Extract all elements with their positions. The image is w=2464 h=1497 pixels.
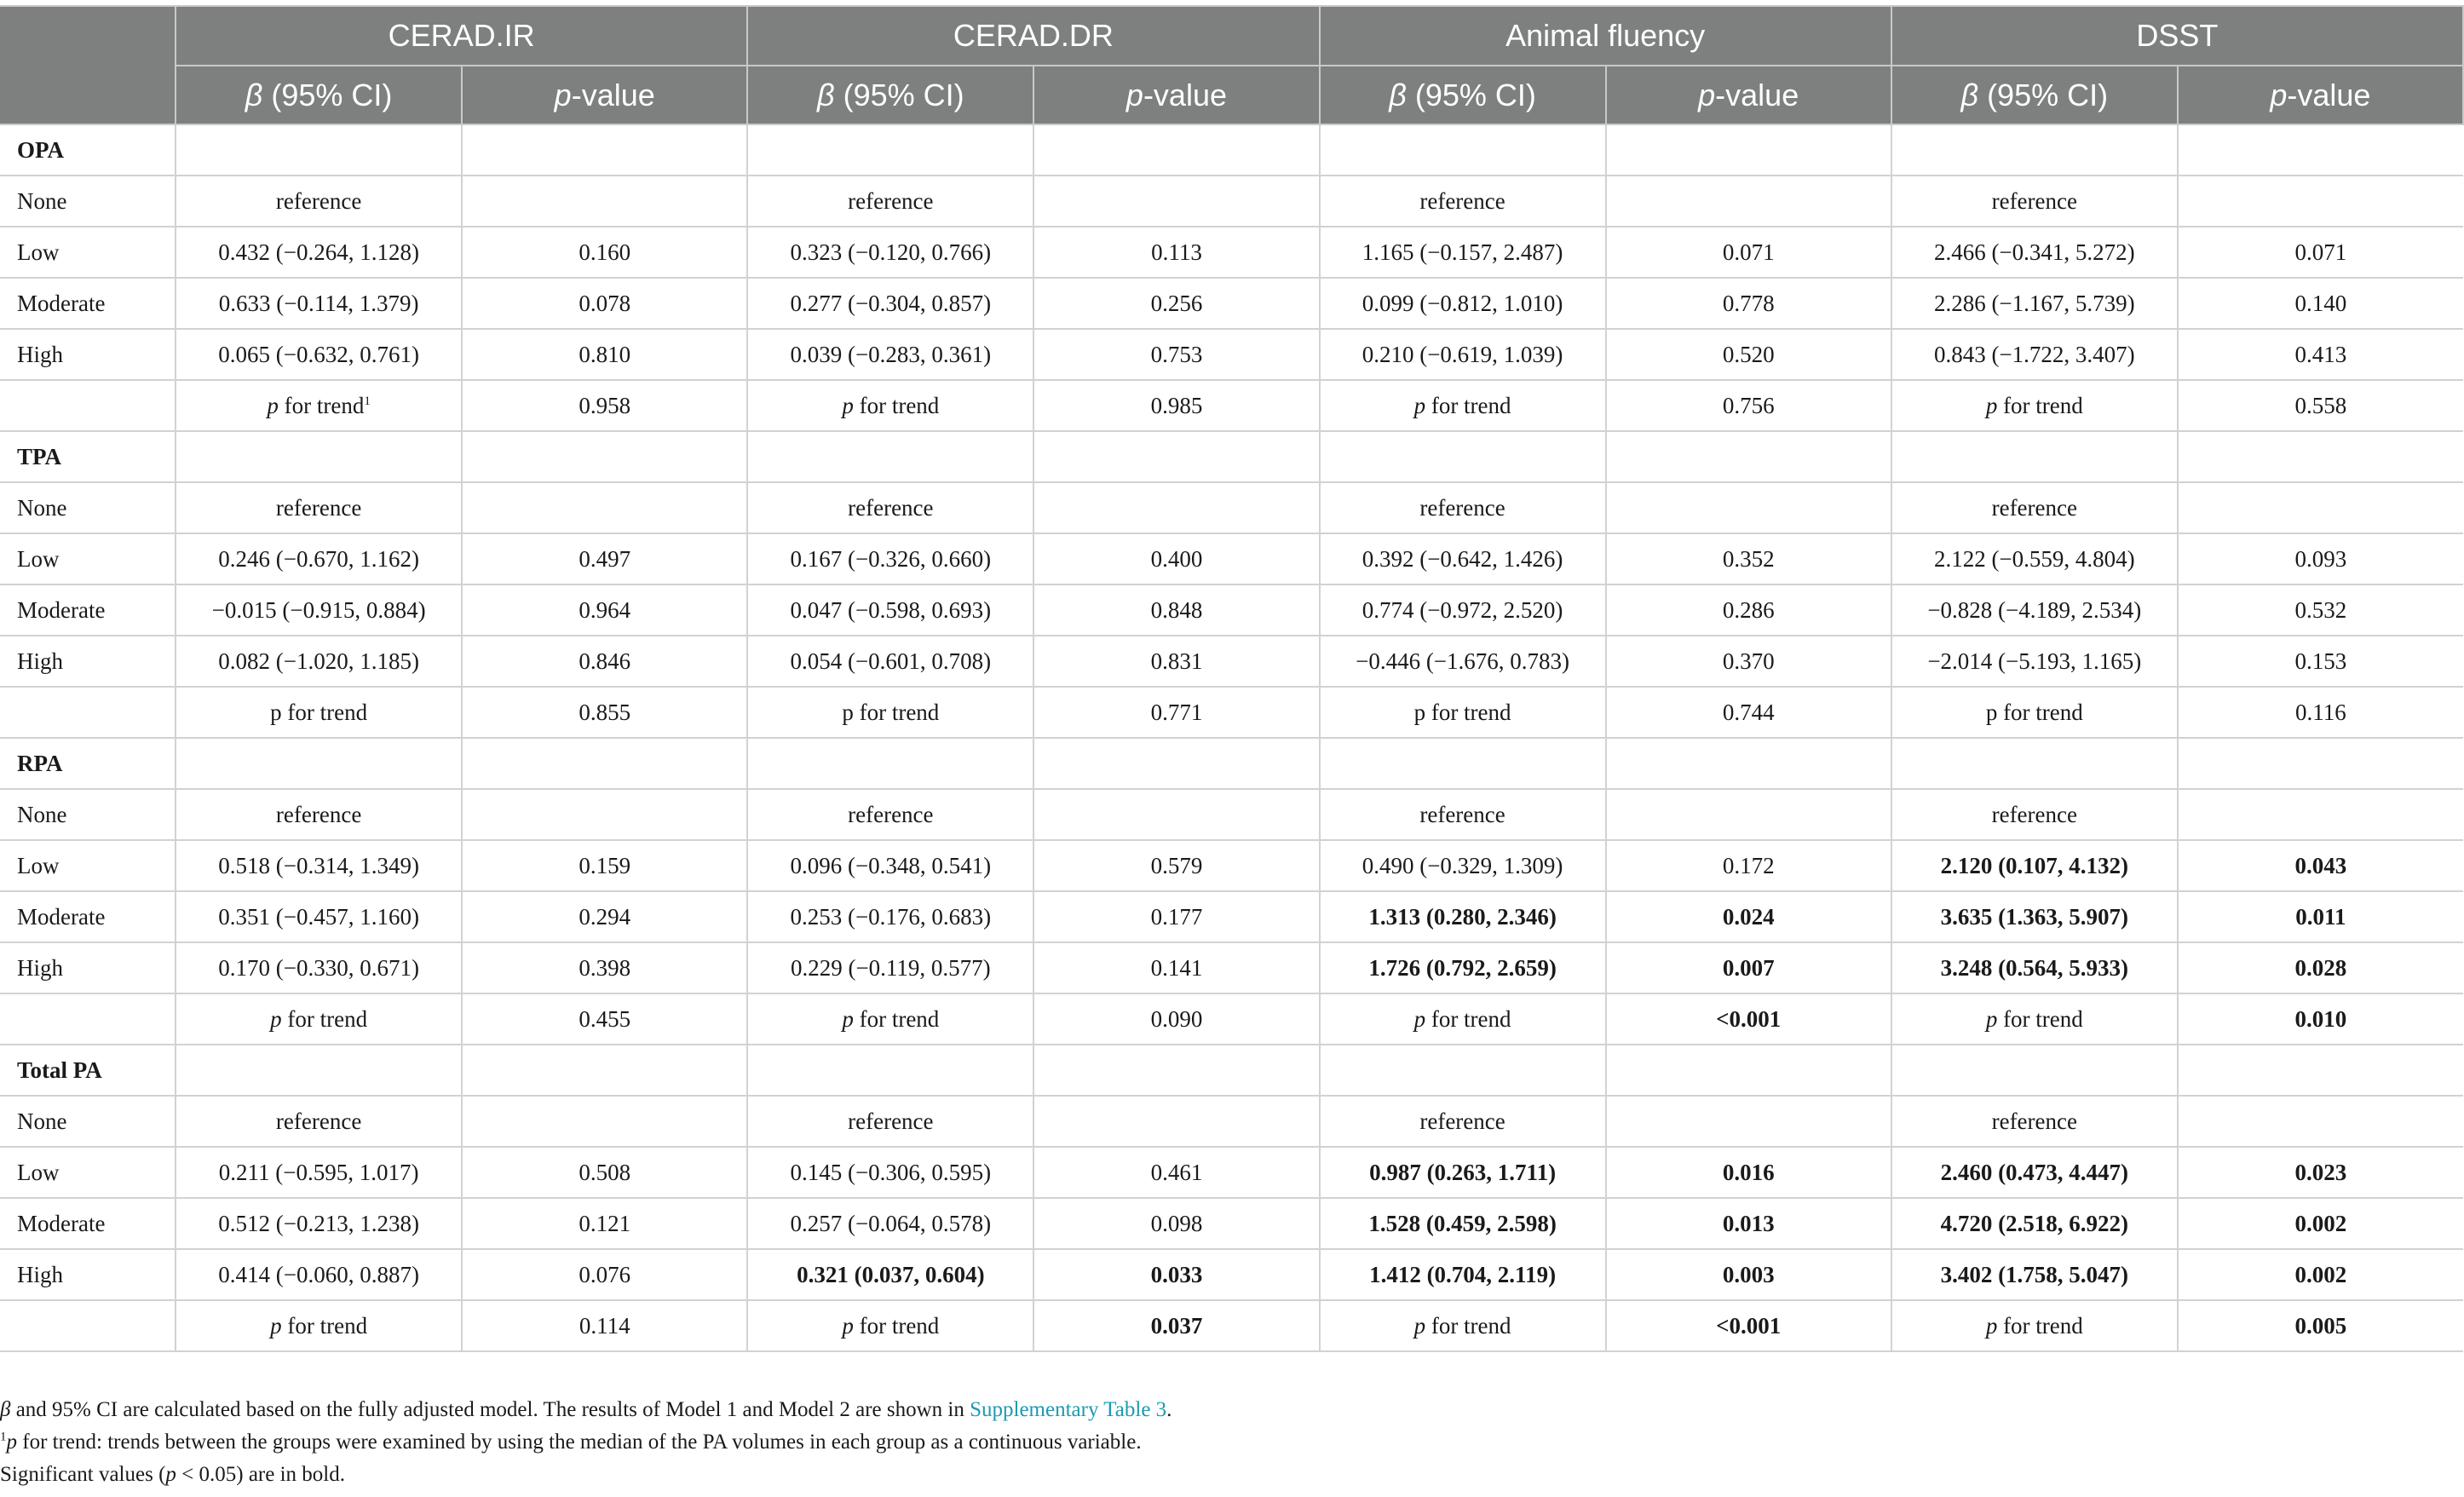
beta-ci-cell: 2.286 (−1.167, 5.739) [1891, 278, 2178, 329]
row-label: Moderate [0, 278, 176, 329]
trend-label-text: p for trend [270, 699, 368, 725]
section-label: OPA [0, 124, 176, 176]
empty-cell [1891, 124, 2178, 176]
p-value-cell: 0.043 [2178, 840, 2463, 891]
trend-label-text: for trend [1997, 392, 2083, 418]
trend-row [0, 687, 2463, 738]
empty-cell [2178, 738, 2463, 789]
trend-p-value: 0.037 [1033, 1300, 1319, 1351]
p-value-cell: 0.400 [1033, 533, 1319, 584]
section-row [0, 431, 2463, 482]
beta-ci-cell: 0.065 (−0.632, 0.761) [176, 329, 462, 380]
row-label: Low [0, 227, 176, 278]
table-row [0, 891, 2463, 942]
p-value-cell [2178, 1096, 2463, 1147]
header-group: Animal fluency [1320, 6, 1891, 66]
row-label-empty [0, 1300, 176, 1351]
table-row [0, 584, 2463, 636]
p-value-cell: 0.160 [462, 227, 747, 278]
trend-label-p: p [1413, 1312, 1426, 1339]
empty-cell [1033, 124, 1319, 176]
beta-ci-cell: 0.432 (−0.264, 1.128) [176, 227, 462, 278]
empty-cell [176, 1045, 462, 1096]
empty-cell [1033, 738, 1319, 789]
beta-ci-cell: −2.014 (−5.193, 1.165) [1891, 636, 2178, 687]
p-value-cell: 0.778 [1606, 278, 1891, 329]
p-value-cell: 0.140 [2178, 278, 2463, 329]
table-footnotes [0, 1394, 2464, 1491]
table-row [0, 329, 2463, 380]
table-row [0, 1249, 2463, 1300]
beta-ci-cell: 0.987 (0.263, 1.711) [1320, 1147, 1606, 1198]
p-value-cell [1033, 482, 1319, 533]
empty-cell [1320, 738, 1606, 789]
beta-ci-cell: reference [747, 176, 1033, 227]
empty-cell [1320, 431, 1606, 482]
trend-label-text: p for trend [1413, 699, 1511, 725]
empty-cell [1606, 1045, 1891, 1096]
beta-ci-cell: reference [1891, 789, 2178, 840]
trend-label-text: for trend [853, 1005, 940, 1032]
row-label: High [0, 1249, 176, 1300]
beta-ci-cell: −0.446 (−1.676, 0.783) [1320, 636, 1606, 687]
p-value-cell: 0.013 [1606, 1198, 1891, 1249]
trend-row [0, 380, 2463, 431]
empty-cell [2178, 124, 2463, 176]
empty-cell [462, 738, 747, 789]
beta-ci-cell: 0.145 (−0.306, 0.595) [747, 1147, 1033, 1198]
beta-ci-cell: 0.774 (−0.972, 2.520) [1320, 584, 1606, 636]
row-label: High [0, 942, 176, 993]
trend-label [1320, 380, 1606, 431]
p-value-cell [1606, 789, 1891, 840]
trend-p-value: 0.558 [2178, 380, 2463, 431]
p-value-cell: 0.023 [2178, 1147, 2463, 1198]
row-label: High [0, 636, 176, 687]
beta-ci-cell: reference [1320, 176, 1606, 227]
trend-label-text: for trend [278, 392, 365, 418]
trend-label-text: for trend [1425, 1005, 1511, 1032]
trend-label [1891, 687, 2178, 738]
trend-label [176, 993, 462, 1045]
empty-cell [747, 124, 1033, 176]
table-row [0, 840, 2463, 891]
trend-p-value: <0.001 [1606, 1300, 1891, 1351]
p-value-cell: 0.461 [1033, 1147, 1319, 1198]
p-value-cell: 0.002 [2178, 1198, 2463, 1249]
header-pvalue: p-value [1606, 66, 1891, 124]
empty-cell [462, 431, 747, 482]
trend-label [1891, 1300, 2178, 1351]
empty-cell [1891, 1045, 2178, 1096]
beta-ci-cell: 0.512 (−0.213, 1.238) [176, 1198, 462, 1249]
empty-cell [1606, 431, 1891, 482]
trend-label-p: p [267, 392, 279, 418]
beta-ci-cell: reference [1891, 176, 2178, 227]
p-value-cell: 0.121 [462, 1198, 747, 1249]
trend-label [1320, 687, 1606, 738]
row-label: Low [0, 533, 176, 584]
beta-ci-cell: 0.054 (−0.601, 0.708) [747, 636, 1033, 687]
beta-ci-cell: 2.120 (0.107, 4.132) [1891, 840, 2178, 891]
trend-label-p: p [1985, 392, 1998, 418]
beta-ci-cell: −0.828 (−4.189, 2.534) [1891, 584, 2178, 636]
beta-ci-cell: 0.257 (−0.064, 0.578) [747, 1198, 1033, 1249]
trend-label-text: for trend [1425, 1312, 1511, 1339]
table-row [0, 278, 2463, 329]
beta-ci-cell: reference [176, 789, 462, 840]
beta-ci-cell: 0.170 (−0.330, 0.671) [176, 942, 462, 993]
p-value-cell: 0.964 [462, 584, 747, 636]
p-value-cell [462, 1096, 747, 1147]
p-value-cell [1033, 176, 1319, 227]
p-value-cell: 0.098 [1033, 1198, 1319, 1249]
header-beta: β (95% CI) [1320, 66, 1606, 124]
empty-cell [462, 124, 747, 176]
trend-label [1320, 993, 1606, 1045]
p-value-cell: 0.076 [462, 1249, 747, 1300]
row-label: None [0, 482, 176, 533]
beta-ci-cell: 1.528 (0.459, 2.598) [1320, 1198, 1606, 1249]
beta-ci-cell: 0.843 (−1.722, 3.407) [1891, 329, 2178, 380]
beta-ci-cell: 2.460 (0.473, 4.447) [1891, 1147, 2178, 1198]
beta-ci-cell: 0.096 (−0.348, 0.541) [747, 840, 1033, 891]
header-pvalue: p-value [462, 66, 747, 124]
p-value-cell: 0.256 [1033, 278, 1319, 329]
p-value-cell: 0.286 [1606, 584, 1891, 636]
header-group: CERAD.DR [747, 6, 1319, 66]
beta-ci-cell: reference [176, 482, 462, 533]
trend-p-value: <0.001 [1606, 993, 1891, 1045]
beta-ci-cell: 0.167 (−0.326, 0.660) [747, 533, 1033, 584]
p-value-cell: 0.846 [462, 636, 747, 687]
p-value-cell: 0.810 [462, 329, 747, 380]
p-value-cell [462, 176, 747, 227]
beta-ci-cell: reference [1891, 482, 2178, 533]
trend-label-text: for trend [853, 1312, 940, 1339]
row-label-empty [0, 993, 176, 1045]
beta-ci-cell: 3.635 (1.363, 5.907) [1891, 891, 2178, 942]
trend-label [176, 380, 462, 431]
beta-ci-cell: 0.211 (−0.595, 1.017) [176, 1147, 462, 1198]
p-value-cell [2178, 789, 2463, 840]
trend-label-text: for trend [1425, 392, 1511, 418]
p-value-cell [462, 482, 747, 533]
trend-p-value: 0.744 [1606, 687, 1891, 738]
empty-cell [462, 1045, 747, 1096]
p-value-cell: 0.848 [1033, 584, 1319, 636]
p-value-cell: 0.753 [1033, 329, 1319, 380]
p-value-cell: 0.011 [2178, 891, 2463, 942]
beta-ci-cell: reference [1320, 482, 1606, 533]
trend-label [747, 1300, 1033, 1351]
p-value-cell: 0.413 [2178, 329, 2463, 380]
footnote-1: β and 95% CI are calculated based on the fully adjusted model. The results of Model 1 and Model 2 are shown in Supplementary Table 3. [0, 1398, 1172, 1421]
trend-row [0, 993, 2463, 1045]
beta-ci-cell: 0.082 (−1.020, 1.185) [176, 636, 462, 687]
footnote-3: Significant values (p < 0.05) are in bold. [0, 1463, 345, 1486]
table-row [0, 1096, 2463, 1147]
table-row [0, 1198, 2463, 1249]
beta-ci-cell: 2.122 (−0.559, 4.804) [1891, 533, 2178, 584]
beta-ci-cell: 0.490 (−0.329, 1.309) [1320, 840, 1606, 891]
header-corner [0, 6, 176, 124]
header-beta: β (95% CI) [747, 66, 1033, 124]
p-value-cell: 0.831 [1033, 636, 1319, 687]
beta-ci-cell: 1.313 (0.280, 2.346) [1320, 891, 1606, 942]
empty-cell [1033, 1045, 1319, 1096]
empty-cell [1320, 1045, 1606, 1096]
p-value-cell: 0.532 [2178, 584, 2463, 636]
trend-p-value: 0.985 [1033, 380, 1319, 431]
p-value-cell: 0.028 [2178, 942, 2463, 993]
beta-ci-cell: reference [747, 482, 1033, 533]
p-value-cell: 0.520 [1606, 329, 1891, 380]
section-row [0, 738, 2463, 789]
trend-p-value: 0.005 [2178, 1300, 2463, 1351]
trend-p-value: 0.116 [2178, 687, 2463, 738]
empty-cell [176, 431, 462, 482]
beta-ci-cell: reference [176, 176, 462, 227]
trend-label-p: p [270, 1005, 282, 1032]
trend-label [747, 993, 1033, 1045]
beta-ci-cell: 0.323 (−0.120, 0.766) [747, 227, 1033, 278]
beta-ci-cell: reference [1320, 789, 1606, 840]
p-value-cell: 0.508 [462, 1147, 747, 1198]
beta-ci-cell: 1.165 (−0.157, 2.487) [1320, 227, 1606, 278]
p-value-cell: 0.071 [2178, 227, 2463, 278]
beta-ci-cell: 0.633 (−0.114, 1.379) [176, 278, 462, 329]
results-table [0, 5, 2464, 1352]
trend-label-p: p [270, 1312, 282, 1339]
p-value-cell: 0.033 [1033, 1249, 1319, 1300]
trend-p-value: 0.090 [1033, 993, 1319, 1045]
empty-cell [1891, 738, 2178, 789]
beta-ci-cell: 0.277 (−0.304, 0.857) [747, 278, 1033, 329]
beta-ci-cell: 0.518 (−0.314, 1.349) [176, 840, 462, 891]
p-value-cell: 0.352 [1606, 533, 1891, 584]
beta-ci-cell: 0.229 (−0.119, 0.577) [747, 942, 1033, 993]
beta-ci-cell: 0.210 (−0.619, 1.039) [1320, 329, 1606, 380]
trend-p-value: 0.958 [462, 380, 747, 431]
empty-cell [1606, 738, 1891, 789]
p-value-cell: 0.398 [462, 942, 747, 993]
section-label: Total PA [0, 1045, 176, 1096]
beta-ci-cell: 0.047 (−0.598, 0.693) [747, 584, 1033, 636]
row-label: Low [0, 840, 176, 891]
beta-ci-cell: −0.015 (−0.915, 0.884) [176, 584, 462, 636]
trend-label [176, 1300, 462, 1351]
p-value-cell: 0.007 [1606, 942, 1891, 993]
beta-ci-cell: 2.466 (−0.341, 5.272) [1891, 227, 2178, 278]
trend-label [747, 380, 1033, 431]
table-row [0, 227, 2463, 278]
empty-cell [1320, 124, 1606, 176]
beta-ci-cell: 3.248 (0.564, 5.933) [1891, 942, 2178, 993]
table-row [0, 176, 2463, 227]
empty-cell [747, 738, 1033, 789]
row-label: None [0, 176, 176, 227]
trend-row [0, 1300, 2463, 1351]
beta-ci-cell: reference [1320, 1096, 1606, 1147]
beta-ci-cell: 1.726 (0.792, 2.659) [1320, 942, 1606, 993]
p-value-cell: 0.153 [2178, 636, 2463, 687]
p-value-cell: 0.141 [1033, 942, 1319, 993]
table-row [0, 789, 2463, 840]
section-row [0, 1045, 2463, 1096]
trend-label-p: p [1985, 1005, 1998, 1032]
table-row [0, 533, 2463, 584]
trend-label-text: for trend [853, 392, 940, 418]
beta-ci-cell: 1.412 (0.704, 2.119) [1320, 1249, 1606, 1300]
trend-p-value: 0.010 [2178, 993, 2463, 1045]
beta-ci-cell: reference [1891, 1096, 2178, 1147]
header-pvalue: p-value [1033, 66, 1319, 124]
p-value-cell: 0.071 [1606, 227, 1891, 278]
row-label: High [0, 329, 176, 380]
p-value-cell: 0.024 [1606, 891, 1891, 942]
table-body [0, 124, 2463, 1351]
row-label: Low [0, 1147, 176, 1198]
empty-cell [176, 124, 462, 176]
trend-p-value: 0.114 [462, 1300, 747, 1351]
row-label-empty [0, 687, 176, 738]
empty-cell [747, 431, 1033, 482]
empty-cell [1033, 431, 1319, 482]
empty-cell [1891, 431, 2178, 482]
trend-p-value: 0.771 [1033, 687, 1319, 738]
beta-ci-cell: 3.402 (1.758, 5.047) [1891, 1249, 2178, 1300]
beta-ci-cell: reference [176, 1096, 462, 1147]
p-value-cell [462, 789, 747, 840]
trend-label-text: for trend [1997, 1005, 2083, 1032]
row-label: Moderate [0, 584, 176, 636]
row-label: Moderate [0, 1198, 176, 1249]
p-value-cell: 0.159 [462, 840, 747, 891]
p-value-cell: 0.579 [1033, 840, 1319, 891]
p-value-cell [1606, 1096, 1891, 1147]
section-row [0, 124, 2463, 176]
trend-label-p: p [1985, 1312, 1998, 1339]
p-value-cell [1033, 1096, 1319, 1147]
empty-cell [2178, 431, 2463, 482]
p-value-cell: 0.093 [2178, 533, 2463, 584]
table-row [0, 1147, 2463, 1198]
trend-label-text: p for trend [1985, 699, 2083, 725]
trend-label [1891, 993, 2178, 1045]
beta-ci-cell: 0.039 (−0.283, 0.361) [747, 329, 1033, 380]
trend-label-p: p [842, 1312, 854, 1339]
p-value-cell: 0.497 [462, 533, 747, 584]
trend-label [1320, 1300, 1606, 1351]
p-value-cell [1606, 176, 1891, 227]
p-value-cell [2178, 482, 2463, 533]
p-value-cell: 0.113 [1033, 227, 1319, 278]
section-label: RPA [0, 738, 176, 789]
row-label: None [0, 789, 176, 840]
row-label: Moderate [0, 891, 176, 942]
p-value-cell: 0.002 [2178, 1249, 2463, 1300]
trend-label-text: for trend [281, 1312, 368, 1339]
p-value-cell [1033, 789, 1319, 840]
beta-ci-cell: 0.099 (−0.812, 1.010) [1320, 278, 1606, 329]
supplementary-link[interactable]: Supplementary Table 3 [970, 1398, 1167, 1421]
table-row [0, 636, 2463, 687]
header-pvalue: p-value [2178, 66, 2463, 124]
beta-ci-cell: 0.351 (−0.457, 1.160) [176, 891, 462, 942]
trend-label-p: p [842, 1005, 854, 1032]
trend-label-p: p [1413, 392, 1426, 418]
beta-ci-cell: 0.246 (−0.670, 1.162) [176, 533, 462, 584]
empty-cell [747, 1045, 1033, 1096]
footnote-marker: 1 [364, 394, 371, 408]
trend-label-p: p [842, 392, 854, 418]
trend-label [1891, 380, 2178, 431]
table-wrapper [0, 5, 2464, 1352]
beta-ci-cell: 0.321 (0.037, 0.604) [747, 1249, 1033, 1300]
p-value-cell: 0.370 [1606, 636, 1891, 687]
header-beta: β (95% CI) [1891, 66, 2178, 124]
header-group: DSST [1891, 6, 2463, 66]
p-value-cell: 0.172 [1606, 840, 1891, 891]
beta-ci-cell: reference [747, 789, 1033, 840]
beta-ci-cell: 4.720 (2.518, 6.922) [1891, 1198, 2178, 1249]
beta-ci-cell: 0.253 (−0.176, 0.683) [747, 891, 1033, 942]
trend-label-text: for trend [1997, 1312, 2083, 1339]
trend-label [176, 687, 462, 738]
row-label-empty [0, 380, 176, 431]
trend-label [747, 687, 1033, 738]
empty-cell [1606, 124, 1891, 176]
header-group: CERAD.IR [176, 6, 747, 66]
header-beta: β (95% CI) [176, 66, 462, 124]
beta-ci-cell: 0.392 (−0.642, 1.426) [1320, 533, 1606, 584]
footnote-2: $^1$p for trend: trends between the groups were examined by using the median of the PA volumes in each group as a continuous variable. [0, 1430, 1142, 1454]
p-value-cell: 0.016 [1606, 1147, 1891, 1198]
trend-p-value: 0.455 [462, 993, 747, 1045]
p-value-cell [2178, 176, 2463, 227]
empty-cell [2178, 1045, 2463, 1096]
p-value-cell [1606, 482, 1891, 533]
empty-cell [176, 738, 462, 789]
table-row [0, 942, 2463, 993]
trend-p-value: 0.756 [1606, 380, 1891, 431]
p-value-cell: 0.078 [462, 278, 747, 329]
beta-ci-cell: 0.414 (−0.060, 0.887) [176, 1249, 462, 1300]
table-row [0, 482, 2463, 533]
trend-label-p: p [1413, 1005, 1426, 1032]
trend-label-text: p for trend [842, 699, 940, 725]
trend-p-value: 0.855 [462, 687, 747, 738]
beta-ci-cell: reference [747, 1096, 1033, 1147]
p-value-cell: 0.003 [1606, 1249, 1891, 1300]
section-label: TPA [0, 431, 176, 482]
trend-label-text: for trend [281, 1005, 368, 1032]
row-label: None [0, 1096, 176, 1147]
table-header [0, 6, 2463, 124]
p-value-cell: 0.294 [462, 891, 747, 942]
p-value-cell: 0.177 [1033, 891, 1319, 942]
